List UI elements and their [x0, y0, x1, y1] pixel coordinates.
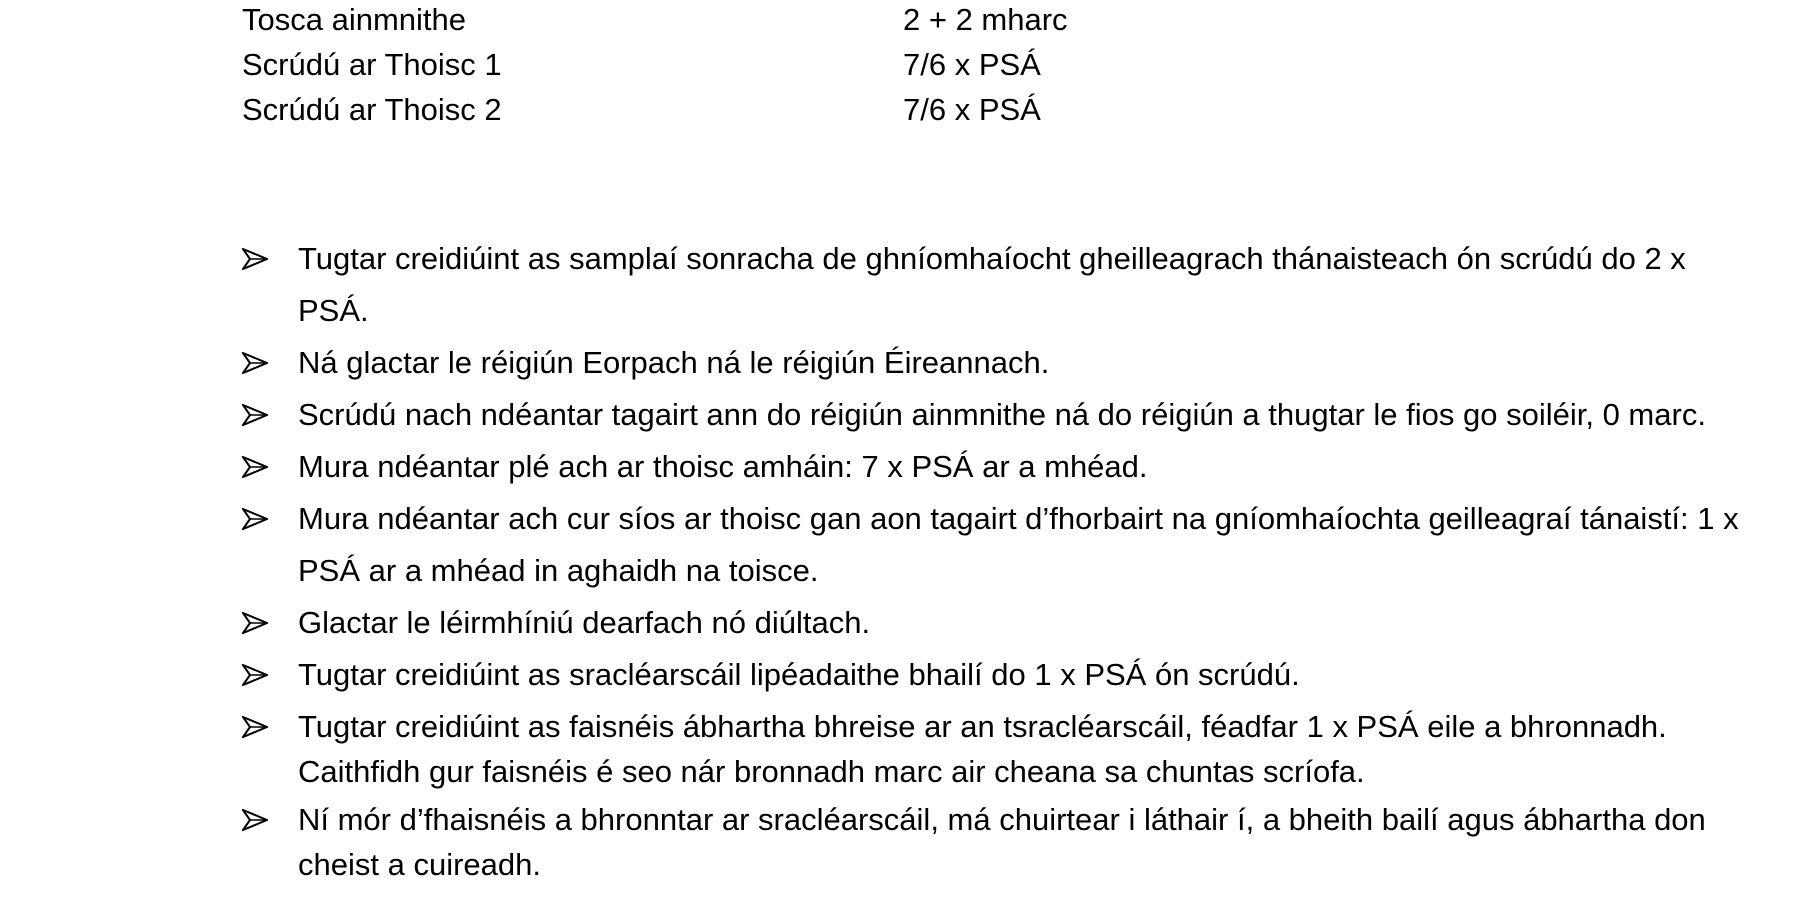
list-item — [242, 441, 1762, 493]
list-item — [242, 493, 1762, 597]
arrow-bullet-icon — [242, 441, 272, 493]
arrow-bullet-icon — [242, 649, 272, 701]
list-item-text: Mura ndéantar plé ach ar thoisc amháin: 7 x PSÁ ar a mhéad. — [298, 449, 1148, 484]
arrow-bullet-icon — [242, 704, 272, 749]
arrow-bullet-icon — [242, 337, 272, 389]
marks-value: 2 + 2 mharc — [903, 2, 1068, 37]
list-item-text: Glactar le léirmhíniú dearfach nó diúltach. — [298, 605, 871, 640]
marks-label: Scrúdú ar Thoisc 1 — [242, 47, 502, 82]
marks-table — [242, 0, 1342, 135]
list-item-text: Scrúdú nach ndéantar tagairt ann do réigiún ainmnithe ná do réigiún a thugtar le fios go soiléir, 0 marc. — [298, 397, 1706, 432]
marks-row — [242, 0, 1342, 45]
list-item-text: Tugtar creidiúint as samplaí sonracha de ghníomhaíocht gheilleagrach thánaisteach ón scrúdú do 2 x PSÁ. — [298, 241, 1686, 328]
list-item-text: Mura ndéantar ach cur síos ar thoisc gan aon tagairt d’fhorbairt na gníomhaíochta geilleagraí tánaistí: 1 x PSÁ ar a mhéad in aghaidh na toisce. — [298, 501, 1739, 588]
list-item-text: Tugtar creidiúint as faisnéis ábhartha bhreise ar an tsracléarscáil, féadfar 1 x PSÁ eile a bhronnadh. Caithfidh gur faisnéis é seo nár bronnadh marc air cheana sa chuntas scríofa. — [298, 709, 1667, 789]
arrow-bullet-icon — [242, 797, 272, 842]
list-item — [242, 704, 1762, 794]
list-item — [242, 337, 1762, 389]
list-item — [242, 597, 1762, 649]
marks-label: Tosca ainmnithe — [242, 2, 467, 37]
list-item — [242, 389, 1762, 441]
marking-notes-list — [242, 233, 1762, 887]
list-item-text: Ná glactar le réigiún Eorpach ná le réigiún Éireannach. — [298, 345, 1050, 380]
marks-value: 7/6 x PSÁ — [903, 92, 1041, 127]
list-item-text: Ní mór d’fhaisnéis a bhronntar ar sracléarscáil, má chuirtear i láthair í, a bheith bailí agus ábhartha don cheist a cuireadh. — [298, 802, 1706, 882]
marks-row — [242, 90, 1342, 135]
marks-value: 7/6 x PSÁ — [903, 47, 1041, 82]
arrow-bullet-icon — [242, 597, 272, 649]
marks-row — [242, 45, 1342, 90]
arrow-bullet-icon — [242, 389, 272, 441]
arrow-bullet-icon — [242, 493, 272, 545]
marks-label: Scrúdú ar Thoisc 2 — [242, 92, 502, 127]
arrow-bullet-icon — [242, 233, 272, 285]
list-item-text: Tugtar creidiúint as sracléarscáil lipéadaithe bhailí do 1 x PSÁ ón scrúdú. — [298, 657, 1300, 692]
list-item — [242, 649, 1762, 701]
list-item — [242, 797, 1762, 887]
list-item — [242, 233, 1762, 337]
